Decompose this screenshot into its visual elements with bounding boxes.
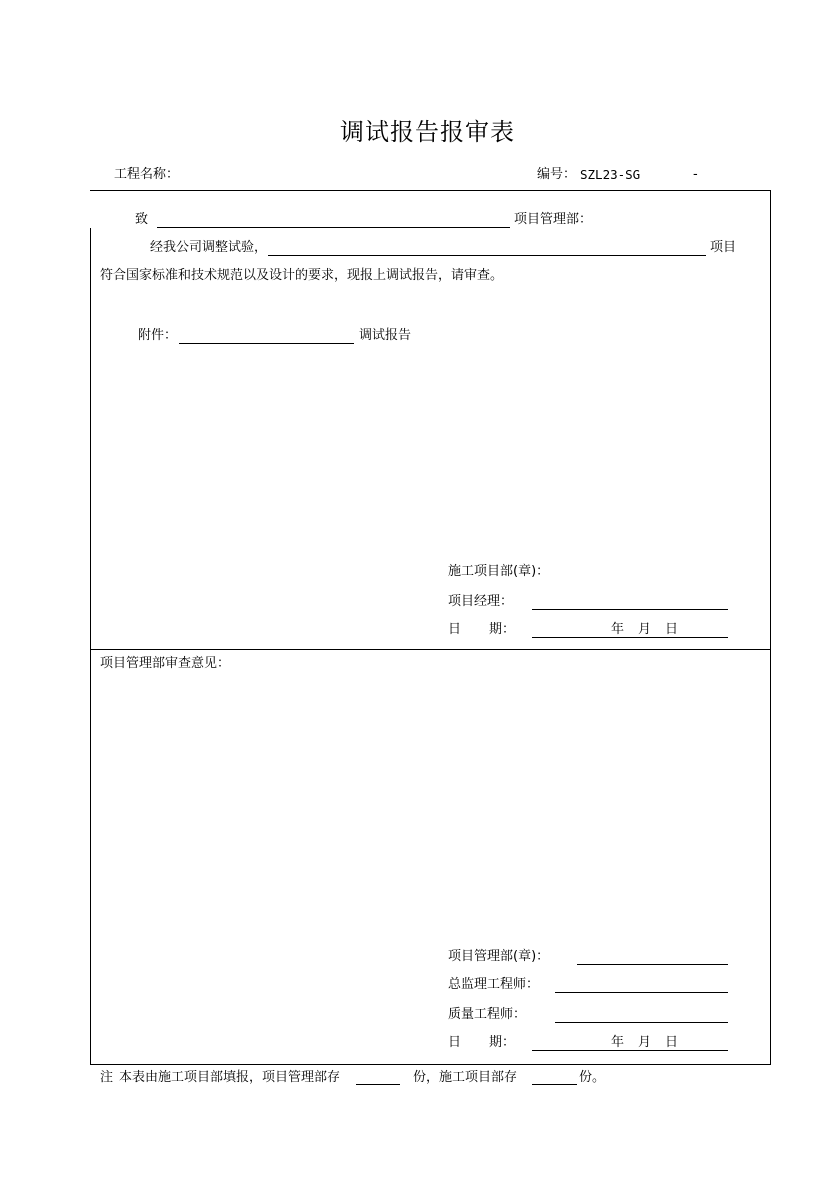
year-label: 年 xyxy=(611,622,625,637)
review-opinion-label: 项目管理部审查意见： xyxy=(100,656,231,671)
review-day-label: 日 xyxy=(665,1035,679,1050)
month-label: 月 xyxy=(638,622,652,637)
review-date-label-char1: 日 xyxy=(448,1035,462,1050)
sentence-start: 经我公司调整试验， xyxy=(150,240,268,255)
project-dept-label: 项目管理部： xyxy=(514,212,593,227)
to-label: 致 xyxy=(135,212,149,227)
test-project-field[interactable] xyxy=(268,255,706,256)
recipient-field[interactable] xyxy=(157,227,510,228)
sentence-line2: 符合国家标准和技术规范以及设计的要求，现报上调试报告，请审查。 xyxy=(100,268,504,283)
frame-bottom-line xyxy=(90,1064,771,1065)
review-date-field[interactable] xyxy=(532,1050,728,1051)
number-suffix: - xyxy=(693,167,698,182)
construction-dept-seal-label: 施工项目部(章)： xyxy=(448,564,550,579)
page-title: 调试报告报审表 xyxy=(340,118,515,146)
review-year-label: 年 xyxy=(611,1035,625,1050)
mgmt-dept-seal-field[interactable] xyxy=(577,964,728,965)
note-prefix: 注 xyxy=(100,1070,114,1085)
note-text-2: 份，施工项目部存 xyxy=(413,1070,518,1085)
project-manager-field[interactable] xyxy=(532,609,728,610)
date-label-char2: 期： xyxy=(489,622,516,637)
quality-engineer-label: 质量工程师： xyxy=(448,1007,527,1022)
project-name-label: 工程名称： xyxy=(114,167,180,182)
mgmt-copies-field[interactable] xyxy=(356,1084,400,1085)
note-text-1: 本表由施工项目部填报，项目管理部存 xyxy=(119,1070,341,1085)
review-date-label-char2: 期： xyxy=(489,1035,516,1050)
attachment-label: 附件： xyxy=(138,328,178,343)
frame-top-line xyxy=(90,190,771,191)
project-manager-label: 项目经理： xyxy=(448,594,514,609)
number-value: SZL23-SG xyxy=(580,167,641,182)
review-month-label: 月 xyxy=(638,1035,652,1050)
note-text-3: 份。 xyxy=(579,1070,606,1085)
quality-engineer-field[interactable] xyxy=(555,1022,728,1023)
date-label-char1: 日 xyxy=(448,622,462,637)
section-divider xyxy=(90,649,771,650)
number-label: 编号： xyxy=(537,167,577,182)
mgmt-dept-seal-label: 项目管理部(章)： xyxy=(448,949,550,964)
chief-supervisor-field[interactable] xyxy=(555,992,728,993)
frame-right-line xyxy=(770,190,771,1065)
attachment-suffix: 调试报告 xyxy=(359,328,412,343)
date-field[interactable] xyxy=(532,637,728,638)
frame-left-line xyxy=(90,228,91,1065)
day-label: 日 xyxy=(665,622,679,637)
attachment-field[interactable] xyxy=(179,343,354,344)
chief-supervisor-label: 总监理工程师： xyxy=(448,977,540,992)
sentence-end: 项目 xyxy=(710,240,737,255)
construction-copies-field[interactable] xyxy=(532,1084,577,1085)
